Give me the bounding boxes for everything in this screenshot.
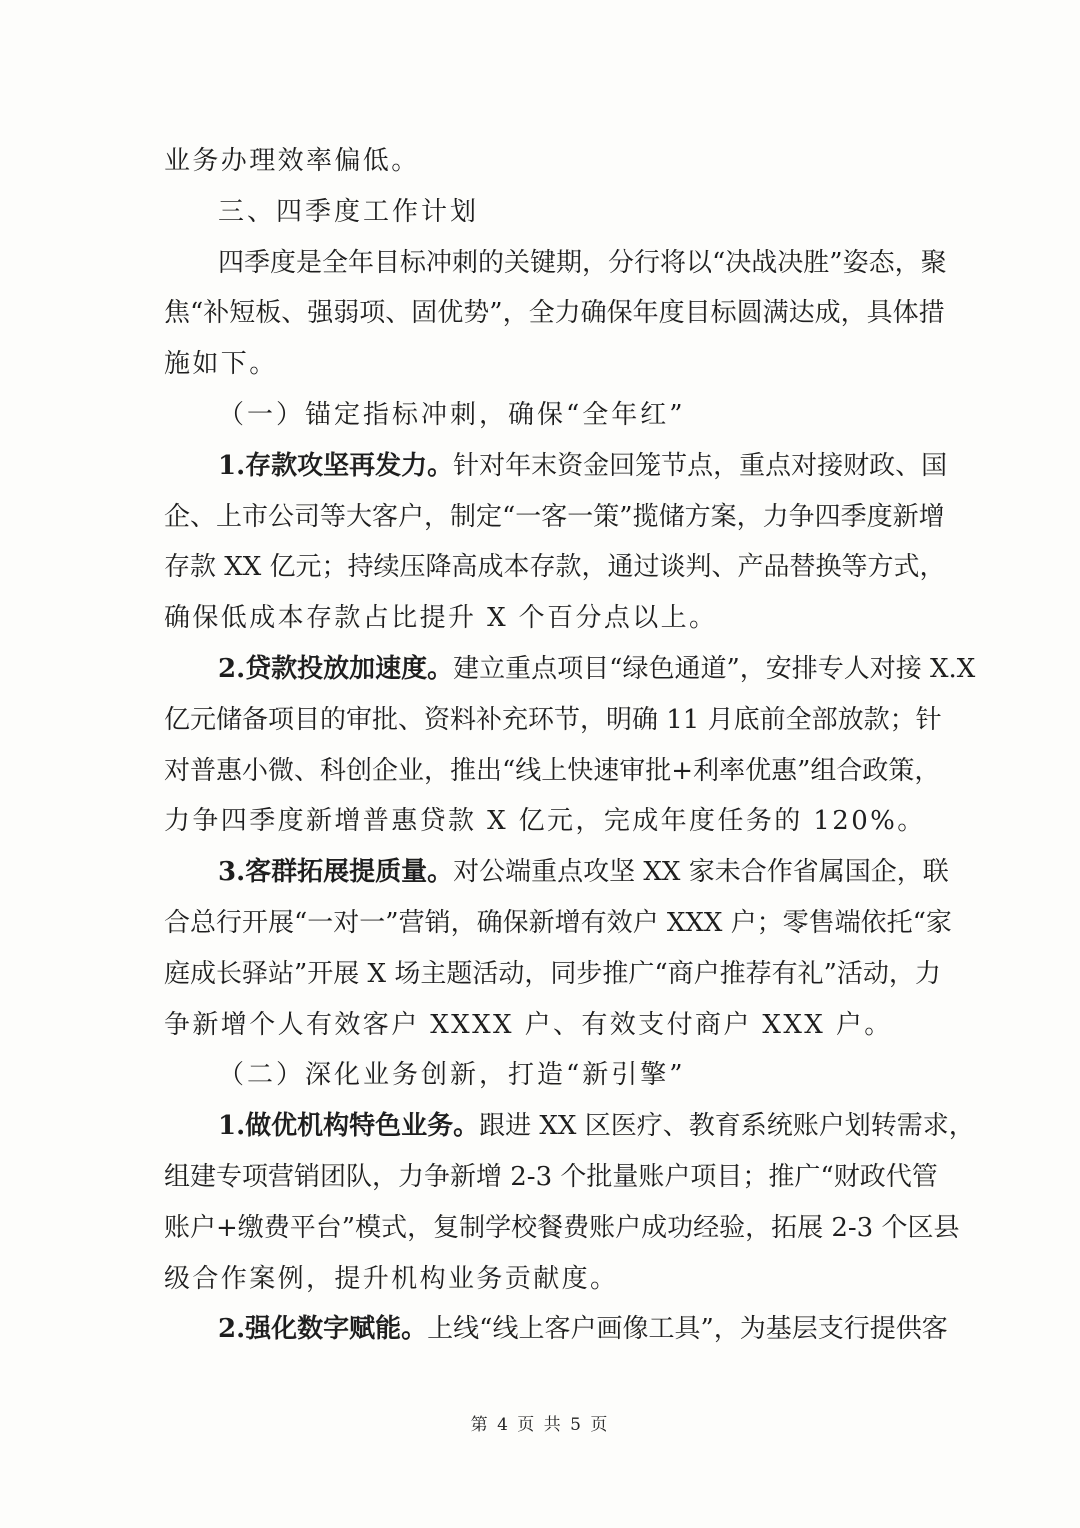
paragraph-line: 1.做优机构特色业务。跟进 XX 区医疗、教育系统账户划转需求， xyxy=(218,1111,975,1142)
paragraph-line: 合总行开展“一对一”营销，确保新增有效户 XXX 户；零售端依托“家 xyxy=(164,907,952,938)
paragraph-line: 存款 XX 亿元；持续压降高成本存款，通过谈判、产品替换等方式， xyxy=(164,552,946,583)
paragraph-line: 3.客群拓展提质量。对公端重点攻坚 XX 家未合作省属国企，联 xyxy=(218,857,949,888)
paragraph-line: 亿元储备项目的审批、资料补充环节，明确 11 月底前全部放款；针 xyxy=(164,704,942,735)
paragraph-line: 组建专项营销团队，力争新增 2-3 个批量账户项目；推广“财政代管 xyxy=(164,1161,938,1192)
paragraph-line: 级合作案例，提升机构业务贡献度。 xyxy=(164,1263,619,1294)
paragraph-line: 2.强化数字赋能。上线“线上客户画像工具”，为基层支行提供客 xyxy=(218,1314,948,1345)
paragraph-line: 焦“补短板、强弱项、固优势”，全力确保年度目标圆满达成，具体措 xyxy=(164,298,945,329)
item-lead: 2.强化数字赋能。 xyxy=(218,1314,428,1345)
subsection-heading: （一）锚定指标冲刺，确保“全年红” xyxy=(218,399,686,430)
page-number-footer: 第 4 页 共 5 页 xyxy=(470,1415,610,1435)
paragraph-line: 企、上市公司等大客户，制定“一客一策”揽储方案，力争四季度新增 xyxy=(164,501,945,532)
paragraph-line: 1.存款攻坚再发力。针对年末资金回笼节点，重点对接财政、国 xyxy=(218,450,948,481)
paragraph-line: 四季度是全年目标冲刺的关键期，分行将以“决战决胜”姿态，聚 xyxy=(218,247,947,278)
paragraph-line: 业务办理效率偏低。 xyxy=(164,146,420,176)
paragraph-line: 庭成长驿站”开展 X 场主题活动，同步推广“商户推荐有礼”活动，力 xyxy=(164,958,941,989)
paragraph-line: 施如下。 xyxy=(164,349,278,380)
paragraph-line: 确保低成本存款占比提升 X 个百分点以上。 xyxy=(164,603,718,634)
paragraph-line: 对普惠小微、科创企业，推出“线上快速审批+利率优惠”组合政策， xyxy=(164,755,941,786)
subsection-heading: （二）深化业务创新，打造“新引擎” xyxy=(218,1060,686,1091)
paragraph-line: 力争四季度新增普惠贷款 X 亿元，完成年度任务的 120%。 xyxy=(164,806,926,837)
document-body xyxy=(164,136,976,1355)
item-lead: 1.存款攻坚再发力。 xyxy=(218,450,454,481)
paragraph-line: 2.贷款投放加速度。建立重点项目“绿色通道”，安排专人对接 X.X xyxy=(218,653,976,684)
section-heading: 三、四季度工作计划 xyxy=(218,196,480,227)
item-lead: 3.客群拓展提质量。 xyxy=(218,857,454,888)
item-lead: 1.做优机构特色业务。 xyxy=(218,1111,480,1142)
paragraph-line: 争新增个人有效客户 XXXX 户、有效支付商户 XXX 户。 xyxy=(164,1009,893,1040)
paragraph-line: 账户+缴费平台”模式，复制学校餐费账户成功经验，拓展 2-3 个区县 xyxy=(164,1212,960,1243)
item-lead: 2.贷款投放加速度。 xyxy=(218,653,454,684)
